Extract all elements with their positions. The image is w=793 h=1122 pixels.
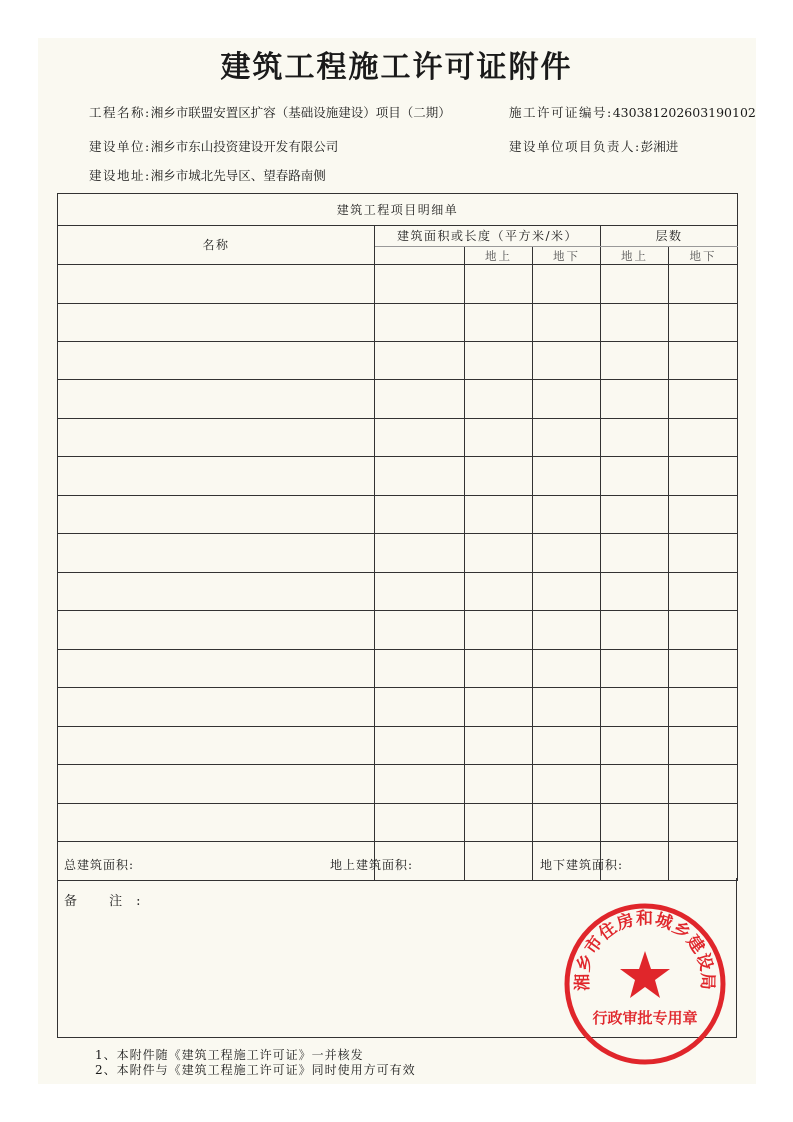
remark-label: 备 注: — [64, 894, 155, 909]
table-cell — [465, 380, 533, 418]
seal-arc-text: 湘乡市住房和城乡建设局 — [572, 909, 718, 991]
seal-subtext: 行政审批专用章 — [592, 1009, 698, 1027]
table-cell — [533, 534, 601, 572]
table-cell — [465, 418, 533, 456]
column-header-name: 名称 — [58, 225, 375, 264]
permit-no-value: 430381202603190102 — [612, 105, 756, 120]
table-cell — [465, 495, 533, 533]
table-row — [58, 611, 738, 649]
table-cell — [58, 572, 375, 610]
official-seal — [562, 901, 728, 1067]
table-cell — [601, 265, 669, 303]
table-cell — [669, 342, 738, 380]
table-cell — [58, 726, 375, 764]
builder-value: 湘乡市东山投资建设开发有限公司 — [150, 139, 339, 154]
table-cell — [375, 572, 465, 610]
table-cell — [533, 495, 601, 533]
table-cell — [669, 649, 738, 687]
table-cell — [601, 457, 669, 495]
table-cell — [375, 611, 465, 649]
area-above-header: 地上 — [465, 247, 533, 265]
table-row — [58, 534, 738, 572]
table-cell — [669, 611, 738, 649]
table-cell — [58, 803, 375, 841]
table-cell — [601, 495, 669, 533]
table-cell — [601, 534, 669, 572]
table-cell — [601, 380, 669, 418]
table-cell — [465, 457, 533, 495]
table-cell — [58, 265, 375, 303]
table-cell — [533, 572, 601, 610]
floors-below-header: 地下 — [669, 247, 738, 265]
table-cell — [669, 303, 738, 341]
table-cell — [669, 457, 738, 495]
table-cell — [465, 534, 533, 572]
table-cell — [58, 534, 375, 572]
table-cell — [465, 611, 533, 649]
table-cell — [669, 380, 738, 418]
table-cell — [465, 572, 533, 610]
table-cell — [533, 649, 601, 687]
project-name-label: 工程名称: — [89, 105, 151, 120]
column-header-floors: 层数 — [601, 225, 738, 246]
table-cell — [58, 457, 375, 495]
table-row — [58, 765, 738, 803]
table-cell — [58, 342, 375, 380]
builder-label: 建设单位: — [89, 139, 151, 154]
address-value: 湘乡市城北先导区、望春路南侧 — [150, 168, 326, 183]
table-row — [58, 303, 738, 341]
project-name-row — [89, 103, 451, 121]
table-cell — [58, 649, 375, 687]
table-cell — [465, 688, 533, 726]
manager-label: 建设单位项目负责人: — [509, 139, 641, 154]
table-cell — [375, 688, 465, 726]
table-cell — [58, 303, 375, 341]
builder-row — [89, 137, 338, 155]
note-1: 1、本附件随《建筑工程施工许可证》一并核发 — [95, 1048, 364, 1062]
table-row — [58, 803, 738, 841]
table-cell — [58, 765, 375, 803]
below-ground-area-label: 地下建筑面积: — [540, 858, 624, 872]
document-title: 建筑工程施工许可证附件 — [220, 50, 573, 85]
column-header-area: 建筑面积或长度（平方米/米） — [375, 225, 601, 246]
table-cell — [533, 765, 601, 803]
above-ground-area-label: 地上建筑面积: — [330, 858, 414, 872]
table-row — [58, 418, 738, 456]
table-cell — [375, 649, 465, 687]
table-cell — [465, 842, 533, 881]
table-cell — [601, 803, 669, 841]
table-row — [58, 726, 738, 764]
address-label: 建设地址: — [89, 168, 151, 183]
project-name-value: 湘乡市联盟安置区扩容（基础设施建设）项目（二期） — [150, 105, 451, 120]
table-cell — [533, 803, 601, 841]
table-cell — [533, 303, 601, 341]
table-row — [58, 265, 738, 303]
floors-above-header: 地上 — [601, 247, 669, 265]
table-caption: 建筑工程项目明细单 — [58, 194, 738, 226]
table-row — [58, 457, 738, 495]
table-cell — [533, 265, 601, 303]
total-area-label: 总建筑面积: — [64, 858, 135, 872]
table-cell — [669, 726, 738, 764]
table-cell — [375, 803, 465, 841]
table-cell — [465, 726, 533, 764]
table-cell — [669, 765, 738, 803]
permit-no-row — [509, 103, 756, 121]
table-cell — [375, 265, 465, 303]
table-cell — [533, 688, 601, 726]
area-below-header: 地下 — [533, 247, 601, 265]
table-cell — [465, 765, 533, 803]
table-cell — [58, 611, 375, 649]
table-cell — [601, 688, 669, 726]
table-cell — [58, 380, 375, 418]
permit-no-label: 施工许可证编号: — [509, 105, 613, 120]
star-icon — [620, 951, 670, 998]
table-cell — [601, 765, 669, 803]
table-cell — [533, 342, 601, 380]
table-cell — [465, 649, 533, 687]
table-cell — [375, 495, 465, 533]
table-cell — [601, 611, 669, 649]
table-cell — [669, 572, 738, 610]
table-cell — [375, 342, 465, 380]
table-cell — [58, 418, 375, 456]
table-cell — [465, 342, 533, 380]
table-cell — [533, 457, 601, 495]
table-cell — [601, 303, 669, 341]
table-cell — [375, 534, 465, 572]
table-cell — [601, 572, 669, 610]
table-cell — [601, 418, 669, 456]
table-cell — [669, 265, 738, 303]
table-cell — [669, 418, 738, 456]
table-cell — [601, 649, 669, 687]
table-cell — [669, 688, 738, 726]
table-row — [58, 380, 738, 418]
table-cell — [533, 726, 601, 764]
table-cell — [533, 611, 601, 649]
table-cell — [669, 534, 738, 572]
table-row — [58, 572, 738, 610]
table-row — [58, 688, 738, 726]
manager-row — [509, 137, 678, 155]
table-cell — [375, 726, 465, 764]
table-cell — [465, 303, 533, 341]
table-cell — [533, 418, 601, 456]
table-cell — [669, 803, 738, 841]
table-cell — [375, 380, 465, 418]
table-cell — [669, 495, 738, 533]
table-cell — [58, 688, 375, 726]
table-cell — [601, 342, 669, 380]
table-cell — [375, 303, 465, 341]
manager-value: 彭湘进 — [640, 139, 679, 154]
table-row — [58, 649, 738, 687]
table-row — [58, 495, 738, 533]
table-cell — [669, 842, 738, 881]
table-cell — [601, 726, 669, 764]
project-detail-table — [57, 193, 738, 881]
table-cell — [533, 380, 601, 418]
note-2: 2、本附件与《建筑工程施工许可证》同时使用方可有效 — [95, 1063, 416, 1077]
table-cell — [465, 265, 533, 303]
table-cell — [375, 457, 465, 495]
address-row — [89, 166, 326, 184]
table-cell — [465, 803, 533, 841]
table-cell — [58, 495, 375, 533]
table-cell — [375, 418, 465, 456]
table-row — [58, 342, 738, 380]
table-cell — [375, 765, 465, 803]
